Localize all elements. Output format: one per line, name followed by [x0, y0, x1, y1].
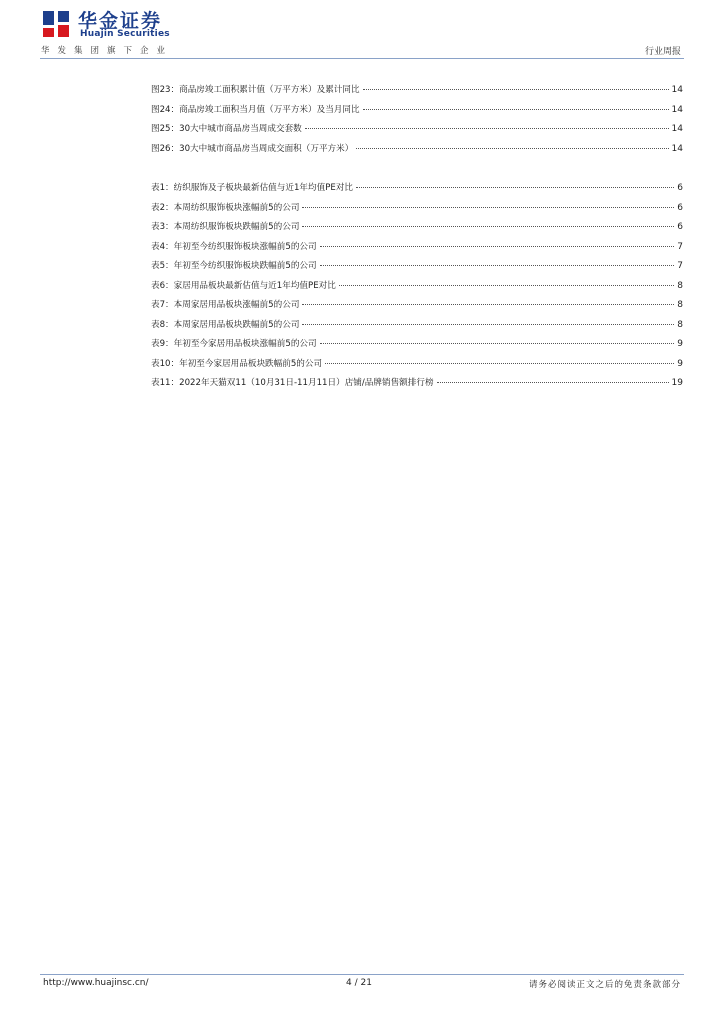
toc-entry-page: 7	[677, 261, 683, 271]
toc-entry-page: 8	[677, 319, 683, 330]
toc-entry[interactable]	[151, 240, 683, 260]
dot-leader	[356, 147, 668, 149]
dot-leader	[302, 303, 674, 305]
toc-entry[interactable]	[151, 279, 683, 299]
document-type: 行业周报	[644, 47, 681, 57]
logo-english-name: Huajin Securities	[80, 29, 170, 39]
logo-chinese-name: 华金证券	[78, 10, 163, 32]
toc-entry-label: 表10：年初至今家居用品板块跌幅前5的公司	[151, 358, 323, 369]
toc-entry-page: 14	[671, 143, 683, 154]
toc-entry[interactable]	[151, 357, 683, 377]
dot-leader	[320, 245, 675, 247]
toc-entry[interactable]	[151, 122, 683, 142]
toc-entry-page: 7	[677, 241, 683, 252]
dot-leader	[325, 362, 674, 364]
toc-entry[interactable]	[151, 337, 683, 357]
page-number: 4 / 21	[346, 978, 372, 988]
toc-entry-label: 图26：30大中城市商品房当周成交面积（万平方米）	[151, 143, 354, 154]
toc-entry[interactable]	[151, 181, 683, 201]
toc-entry-label: 图23：商品房竣工面积累计值（万平方米）及累计同比	[151, 85, 360, 95]
toc-entry-label: 表8：本周家居用品板块跌幅前5的公司	[151, 319, 300, 330]
dot-leader	[320, 264, 675, 266]
toc-entry[interactable]	[151, 318, 683, 338]
toc-entry-page: 14	[671, 85, 683, 95]
toc-entry-label: 表9：年初至今家居用品板块涨幅前5的公司	[151, 339, 317, 349]
toc-entry-page: 6	[677, 202, 683, 213]
dot-leader	[363, 88, 669, 90]
dot-leader	[305, 127, 669, 129]
toc-entry-label: 表3：本周纺织服饰板块跌幅前5的公司	[151, 222, 300, 232]
toc-entry[interactable]	[151, 83, 683, 103]
toc-entry-label: 表7：本周家居用品板块涨幅前5的公司	[151, 300, 300, 310]
toc-entry-page: 14	[671, 104, 683, 115]
disclaimer-note: 请务必阅读正文之后的免责条款部分	[528, 980, 681, 990]
toc-entry-page: 14	[671, 124, 683, 134]
toc-entry-label: 表2：本周纺织服饰板块涨幅前5的公司	[151, 202, 300, 213]
dot-leader	[302, 225, 674, 227]
toc-entry-page: 8	[677, 280, 683, 291]
toc-entry-page: 9	[677, 358, 683, 369]
dot-leader	[302, 323, 674, 325]
toc-entry[interactable]	[151, 201, 683, 221]
dot-leader	[437, 381, 669, 383]
toc-entry-label: 表6：家居用品板块最新估值与近1年均值PE对比	[151, 280, 336, 291]
dot-leader	[356, 186, 674, 188]
huajin-logo-icon	[41, 9, 71, 39]
header-divider	[40, 58, 684, 59]
toc-entry[interactable]	[151, 220, 683, 240]
toc-entry[interactable]	[151, 259, 683, 279]
dot-leader	[320, 342, 675, 344]
toc-entry-page: 8	[677, 300, 683, 310]
toc-entry-page: 19	[671, 378, 683, 388]
toc-entry-page: 6	[677, 222, 683, 232]
figure-list	[151, 83, 683, 161]
toc-entry-label: 表11：2022年天猫双11（10月31日-11月11日）店铺/品牌销售额排行榜	[151, 378, 434, 388]
table-list	[151, 181, 683, 396]
toc-entry[interactable]	[151, 103, 683, 123]
toc-entry[interactable]	[151, 376, 683, 396]
toc-entry-page: 6	[677, 183, 683, 193]
dot-leader	[302, 206, 674, 208]
dot-leader	[339, 284, 674, 286]
toc-entry-page: 9	[677, 339, 683, 349]
footer-divider	[40, 974, 684, 975]
company-tagline: 华发集团旗下企业	[41, 46, 174, 56]
toc-entry-label: 表1：纺织服饰及子板块最新估值与近1年均值PE对比	[151, 183, 354, 193]
toc-entry[interactable]	[151, 142, 683, 162]
toc-entry-label: 图24：商品房竣工面积当月值（万平方米）及当月同比	[151, 104, 360, 115]
toc-entry-label: 表5：年初至今纺织服饰板块跌幅前5的公司	[151, 261, 317, 271]
page-header	[0, 0, 724, 62]
toc-entry-label: 图25：30大中城市商品房当周成交套数	[151, 124, 302, 134]
toc-entry[interactable]	[151, 298, 683, 318]
toc-entry-label: 表4：年初至今纺织服饰板块涨幅前5的公司	[151, 241, 317, 252]
dot-leader	[363, 108, 669, 110]
footer-url-link[interactable]: http://www.huajinsc.cn/	[43, 978, 149, 988]
